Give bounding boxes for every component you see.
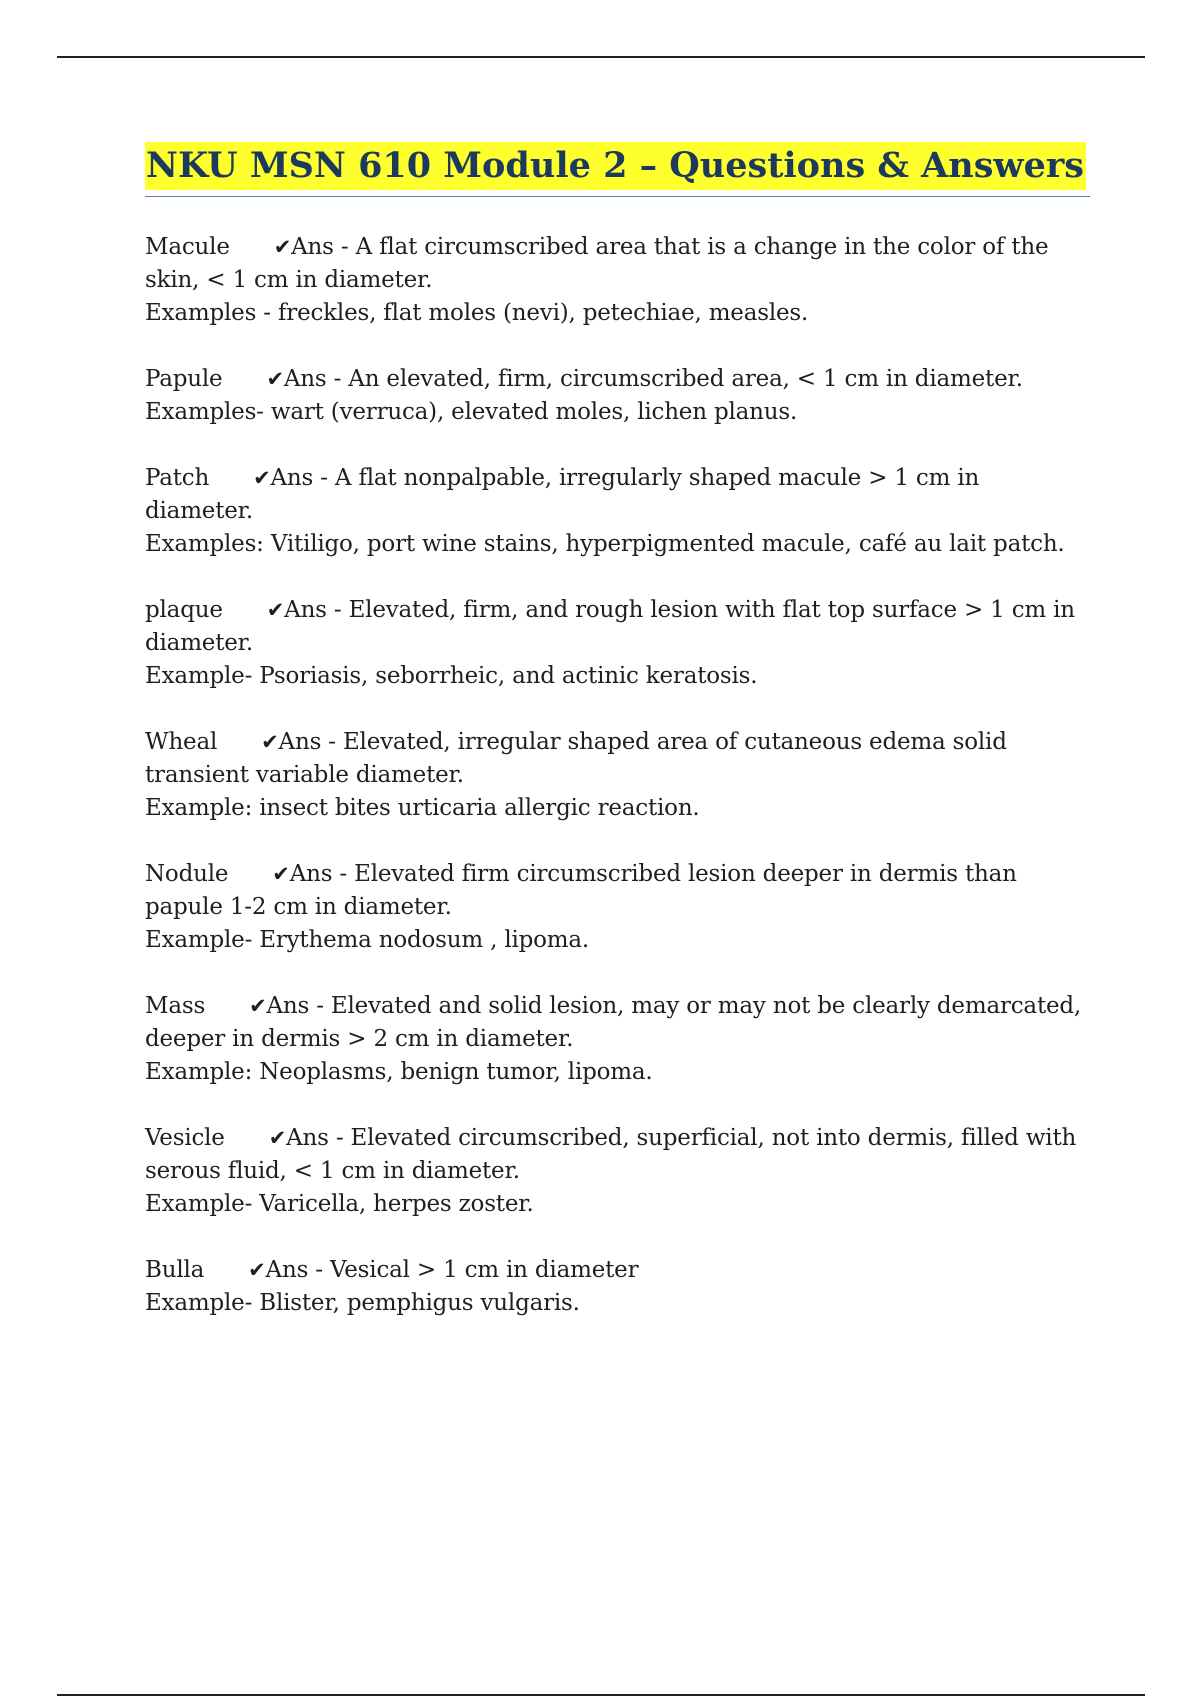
qa-item-vesicle [145, 1122, 1090, 1221]
page-top-rule [57, 56, 1145, 58]
qa-item-patch [145, 462, 1090, 561]
qa-answer: A flat nonpalpable, irregularly shaped macule > 1 cm in diameter. [145, 465, 980, 524]
qa-item-wheal [145, 726, 1090, 825]
qa-item-plaque [145, 594, 1090, 693]
qa-example: Example- Erythema nodosum , lipoma. [145, 927, 590, 953]
check-icon: ✔ [266, 598, 285, 622]
qa-item-mass [145, 990, 1090, 1089]
qa-question-line [145, 594, 1090, 660]
qa-term: Mass [145, 993, 206, 1019]
qa-term: Macule [145, 234, 230, 260]
qa-example: Examples - freckles, flat moles (nevi), petechiae, measles. [145, 300, 809, 326]
check-icon: ✔ [266, 367, 284, 391]
check-icon: ✔ [273, 235, 292, 259]
qa-term: Wheal [145, 729, 218, 755]
check-icon: ✔ [272, 862, 290, 886]
qa-question-line [145, 1122, 1090, 1188]
answer-marker: Ans - [289, 861, 355, 887]
qa-term: Papule [145, 366, 223, 392]
qa-question-line [145, 726, 1090, 792]
qa-item-papule [145, 363, 1090, 429]
qa-term: Nodule [145, 861, 229, 887]
answer-marker: Ans - [283, 366, 349, 392]
check-icon: ✔ [268, 1126, 287, 1150]
answer-marker: Ans - [286, 1125, 351, 1151]
qa-answer: Elevated and solid lesion, may or may not be clearly demarcated, deeper in dermis > 2 cm in diameter. [145, 993, 1082, 1052]
qa-example: Examples: Vitiligo, port wine stains, hyperpigmented macule, café au lait patch. [145, 531, 1065, 557]
qa-question-line [145, 990, 1090, 1056]
answer-marker: Ans - [266, 993, 331, 1019]
qa-question-line [145, 1254, 1090, 1287]
qa-answer: Elevated circumscribed, superficial, not into dermis, filled with serous fluid, < 1 cm in diameter. [145, 1125, 1077, 1184]
qa-example: Example- Varicella, herpes zoster. [145, 1191, 534, 1217]
qa-term: Bulla [145, 1257, 205, 1283]
qa-answer: Elevated, irregular shaped area of cutaneous edema solid transient variable diameter. [145, 729, 1007, 788]
qa-answer: An elevated, firm, circumscribed area, < 1 cm in diameter. [348, 366, 1023, 392]
qa-example: Example: insect bites urticaria allergic reaction. [145, 795, 700, 821]
qa-term: plaque [145, 597, 223, 623]
qa-example: Example- Psoriasis, seborrheic, and actinic keratosis. [145, 663, 758, 689]
qa-answer: A flat circumscribed area that is a change in the color of the skin, < 1 cm in diameter. [145, 234, 1049, 293]
qa-answer: Vesical > 1 cm in diameter [329, 1257, 639, 1283]
qa-answer: Elevated firm circumscribed lesion deeper in dermis than papule 1-2 cm in diameter. [145, 861, 1017, 920]
check-icon: ✔ [261, 730, 279, 754]
qa-question-line [145, 858, 1090, 924]
check-icon: ✔ [249, 994, 267, 1018]
document-title: NKU MSN 610 Module 2 – Questions & Answers [145, 142, 1086, 190]
check-icon: ✔ [248, 1258, 266, 1282]
qa-example: Example- Blister, pemphigus vulgaris. [145, 1290, 580, 1316]
qa-example: Example: Neoplasms, benign tumor, lipoma. [145, 1059, 653, 1085]
qa-example: Examples- wart (verruca), elevated moles, lichen planus. [145, 399, 798, 425]
answer-marker: Ans - [270, 465, 335, 491]
qa-question-line [145, 231, 1090, 297]
qa-item-nodule [145, 858, 1090, 957]
check-icon: ✔ [253, 466, 271, 490]
qa-question-line [145, 462, 1090, 528]
qa-term: Vesicle [145, 1125, 225, 1151]
page-bottom-rule [57, 1694, 1145, 1696]
document-body [145, 142, 1090, 1353]
answer-marker: Ans - [265, 1257, 330, 1283]
qa-answer: Elevated, firm, and rough lesion with flat top surface > 1 cm in diameter. [145, 597, 1075, 656]
qa-term: Patch [145, 465, 210, 491]
qa-item-bulla [145, 1254, 1090, 1320]
qa-question-line [145, 363, 1090, 396]
answer-marker: Ans - [278, 729, 343, 755]
qa-item-macule [145, 231, 1090, 330]
title-block [145, 142, 1090, 197]
answer-marker: Ans - [291, 234, 356, 260]
answer-marker: Ans - [284, 597, 349, 623]
